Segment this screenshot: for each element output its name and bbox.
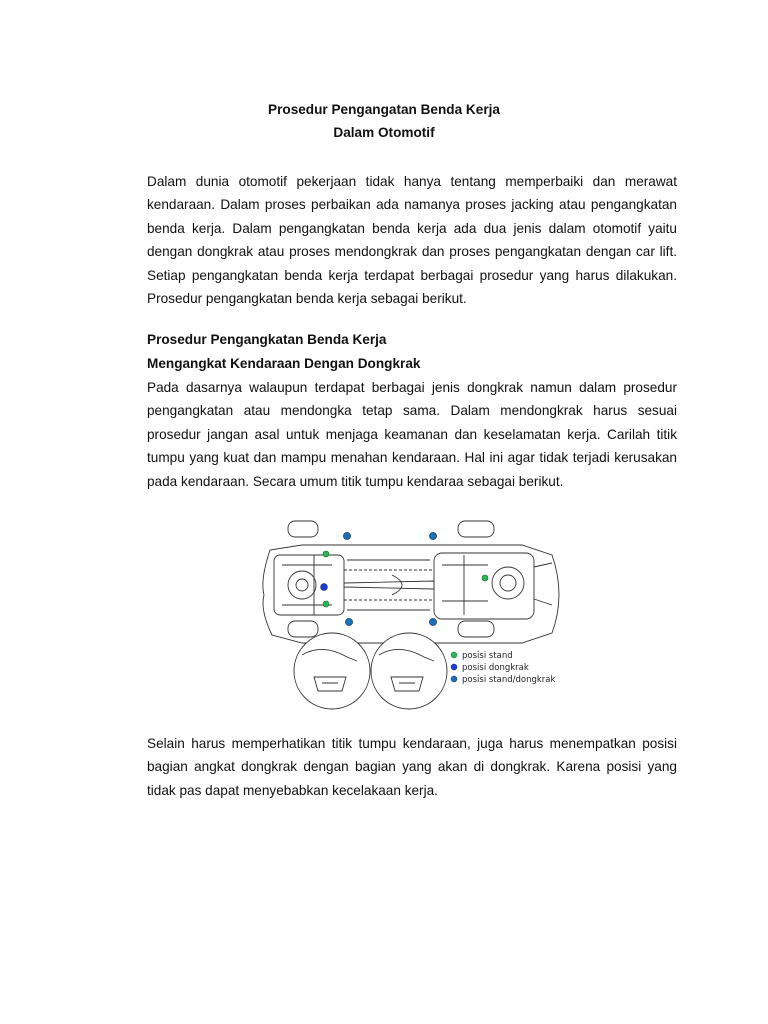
lifting-point-marker (343, 532, 350, 539)
legend-item-dongkrak (451, 663, 529, 673)
jack-detail-circle-right (371, 633, 447, 709)
diagram-legend (451, 651, 555, 685)
legend-label: posisi dongkrak (462, 663, 529, 673)
legend-swatch (451, 664, 457, 670)
jack-detail-views (294, 633, 447, 709)
car-underbody-illustration (263, 521, 559, 643)
lifting-point-marker (323, 551, 329, 557)
legend-item-stand (451, 651, 513, 661)
jack-detail-circle-left (294, 633, 370, 709)
lifting-point-marker (321, 584, 328, 591)
document-title-line1: Prosedur Pengangatan Benda Kerja (268, 102, 500, 117)
section-paragraph: Pada dasarnya walaupun terdapat berbagai jenis dongkrak namun dalam prosedur pengangkatan atau mendongka tetap sama. Dalam mendongkrak harus sesuai prosedur jangan asal untuk menjaga keamanan dan keselamatan kerja. Carilah titik tumpu yang kuat dan mampu menahan kendaraan. Hal ini agar tidak terjadi kerusakan pada kendaraan. Secara umum titik tumpu kendaraa sebagai berikut. (147, 380, 677, 489)
lifting-point-marker (482, 575, 488, 581)
legend-item-stand-dongkrak (451, 675, 555, 685)
lifting-point-marker (429, 532, 436, 539)
lifting-point-marker (345, 618, 352, 625)
document-title-line2: Dalam Otomotif (333, 125, 435, 140)
vehicle-lifting-points-diagram (252, 515, 574, 711)
closing-paragraph: Selain harus memperhatikan titik tumpu kendaraan, juga harus menempatkan posisi bagian angkat dongkrak dengan bagian yang akan di dongkrak. Karena posisi yang tidak pas dapat menyebabkan kecelakaan kerja. (147, 736, 677, 798)
legend-label: posisi stand (462, 651, 513, 661)
lifting-point-markers (321, 532, 488, 625)
lifting-point-marker (323, 601, 329, 607)
intro-paragraph: Dalam dunia otomotif pekerjaan tidak hanya tentang memperbaiki dan merawat kendaraan. Dalam proses perbaikan ada namanya proses jacking atau pengangkatan benda kerja. Dalam pengangkatan benda kerja ada dua jenis dalam otomotif yaitu dengan dongkrak atau proses mendongkrak dan proses pengangkatan dengan car lift. Setiap pengangkatan benda kerja terdapat berbagai prosedur yang harus dilakukan. Prosedur pengangkatan benda kerja sebagai berikut. (147, 174, 677, 307)
legend-swatch (451, 676, 457, 682)
section-heading: Prosedur Pengangkatan Benda Kerja (147, 332, 387, 347)
legend-swatch (451, 652, 457, 658)
subsection-heading: Mengangkat Kendaraan Dengan Dongkrak (147, 356, 421, 371)
lifting-point-marker (429, 618, 436, 625)
legend-label: posisi stand/dongkrak (462, 675, 556, 685)
